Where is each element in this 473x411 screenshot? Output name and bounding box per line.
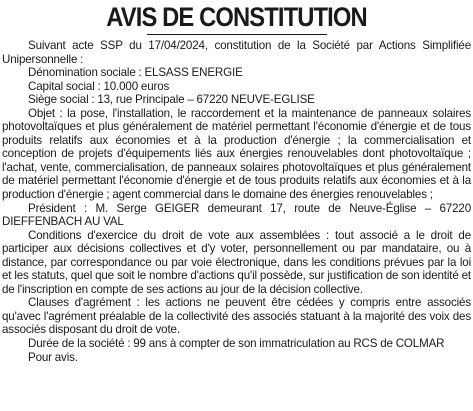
notice-title: AVIS DE CONSTITUTION [106, 2, 367, 32]
duration-line: Durée de la société : 99 ans à compter de son immatriculation au RCS de COLMAR [28, 337, 445, 351]
registered-office-line: Siège social : 13, rue Principale – 67220 NEUVE-EGLISE [28, 93, 315, 107]
company-name-line: Dénomination sociale : ELSASS ENERGIE [28, 66, 243, 80]
voting-rights-paragraph: Conditions d'exercice du droit de vote aux assemblées : tout associé a le droit de participer aux décisions collectives et d'y voter, personnellement ou par mandataire, ou à distance, par correspondance ou par voie électronique, dans les conditions prévues par la loi et les statuts, quel que soit le nombre d'actions qu'il possède, sur justification de son identité et de l'inscription en compte de ses actions au jour de la décision collective. [2, 228, 471, 296]
company-purpose-paragraph: Objet : la pose, l'installation, le raccordement et la maintenance de panneaux solaires photovoltaïques et plus généralement de matériel permettant l'économie d'énergie et de tous produits relatifs aux économies et à la production d'énergie ; la commercialisation et conception de projets d'équipements liés aux énergies renouvelables dont photovoltaïque ; l'achat, vente, commercialisation, de panneaux solaires photovoltaïques et plus généralement de matériel permettant l'économie d'énergie et de tous produits relatifs aux économies et à la production d'énergie ; agent commercial dans le domaine des énergies renouvelables ; [2, 106, 471, 202]
approval-clause-paragraph: Clauses d'agrément : les actions ne peuvent être cédées y compris entre associés qu'avec l'agrément préalable de la collectivité des associés statuant à la majorité des voix des associés disposant du droit de vote. [2, 296, 471, 337]
notice-body [2, 39, 471, 364]
title-underline [147, 34, 327, 35]
closing-line: Pour avis. [28, 350, 78, 364]
intro-paragraph: Suivant acte SSP du 17/04/2024, constitution de la Société par Actions Simplifiée Unipersonnelle : [2, 39, 471, 66]
share-capital-line: Capital social : 10.000 euros [28, 79, 170, 93]
president-paragraph: Président : M. Serge GEIGER demeurant 17, route de Neuve-Église – 67220 DIEFFENBACH AU VAL [2, 201, 471, 229]
